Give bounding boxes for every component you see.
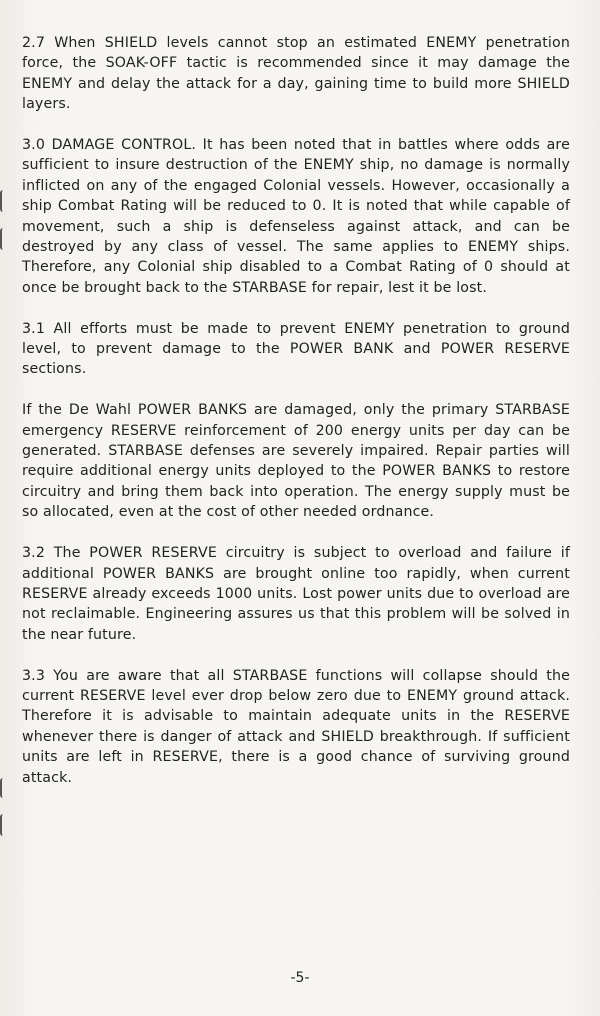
paragraph-3-1: 3.1 All efforts must be made to prevent ENEMY penetration to ground level, to prevent damage to the POWER BANK and POWER RESERVE sections.	[22, 320, 570, 378]
paragraph-3-0-damage-control: 3.0 DAMAGE CONTROL. It has been noted that in battles where odds are sufficient to insure destruction of the ENEMY ship, no damage is normally inflicted on any of the engaged Colonial vessels. However, occasionally a ship Combat Rating will be reduced to 0. It is noted that while capable of movement, such a ship is defenseless against attack, and can be destroyed by any class of vessel. The same applies to ENEMY ships. Therefore, any Colonial ship disabled to a Combat Rating of 0 should at once be brought back to the STARBASE for repair, lest it be lost.	[22, 137, 570, 296]
body-text	[22, 33, 570, 808]
page-number: -5-	[290, 970, 310, 986]
binding-mark	[0, 814, 8, 836]
paragraph-power-banks: If the De Wahl POWER BANKS are damaged, only the primary STARBASE emergency RESERVE reinforcement of 200 energy units per day can be generated. STARBASE defenses are severely impaired. Repair parties will require additional energy units deployed to the POWER BANKS to restore circuitry and bring them back into operation. The energy supply must be so allocated, even at the cost of other needed ordnance.	[22, 402, 570, 521]
binding-mark	[0, 778, 8, 798]
paragraph-2-7: 2.7 When SHIELD levels cannot stop an estimated ENEMY penetration force, the SOAK-OFF tactic is recommended since it may damage the ENEMY and delay the attack for a day, gaining time to build more SHIELD layers.	[22, 35, 570, 113]
binding-mark	[0, 190, 8, 212]
paragraph-3-3: 3.3 You are aware that all STARBASE functions will collapse should the current RESERVE level ever drop below zero due to ENEMY ground attack. Therefore it is advisable to maintain adequate units in the RESERVE whenever there is danger of attack and SHIELD breakthrough. If sufficient units are left in RESERVE, there is a good chance of surviving ground attack.	[22, 667, 570, 786]
binding-mark	[0, 228, 8, 250]
paragraph-3-2: 3.2 The POWER RESERVE circuitry is subject to overload and failure if additional POWER BANKS are brought online too rapidly, when current RESERVE already exceeds 1000 units. Lost power units due to overload are not reclaimable. Engineering assures us that this problem will be solved in the near future.	[22, 545, 570, 643]
